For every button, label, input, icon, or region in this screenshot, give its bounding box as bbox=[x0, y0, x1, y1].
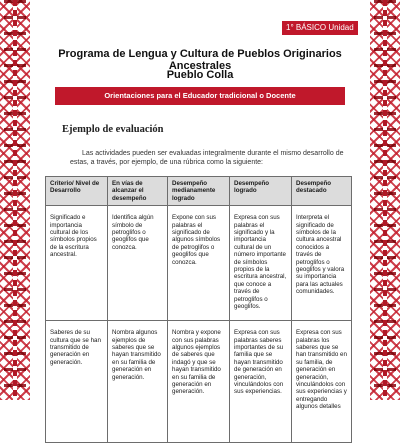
section-heading: Ejemplo de evaluación bbox=[62, 124, 164, 135]
program-title: Programa de Lengua y Cultura de Pueblos Originarios Ancestrales bbox=[58, 48, 342, 72]
decorative-border-left bbox=[0, 0, 30, 400]
rubric-cell: Nombra y expone con sus palabras algunos ejemplos de saberes que indagó y que se hayan transmitido en su familia de generación en generación. bbox=[168, 321, 230, 443]
rubric-cell: Expresa con sus palabras saberes importantes de su familia que se hayan transmitido de generación en generación, vinculándolos con sus experiencias. bbox=[230, 321, 292, 443]
people-title: Pueblo Colla bbox=[166, 69, 234, 81]
intro-paragraph: Las actividades pueden ser evaluadas integralmente durante el mismo desarrollo de estas, a través, por ejemplo, de una rúbrica como la siguiente: bbox=[70, 150, 344, 166]
unit-badge: 1° BÁSICO Unidad 4 bbox=[282, 21, 358, 35]
rubric-header-criterion: Criterio/ Nivel de Desarrollo bbox=[46, 177, 108, 206]
table-row bbox=[46, 206, 352, 321]
decorative-border-right bbox=[370, 0, 400, 400]
table-row bbox=[46, 321, 352, 443]
rubric-cell: Nombra algunos ejemplos de saberes que se hayan transmitido en su familia de generación en generación. bbox=[108, 321, 168, 443]
rubric-header-level-3: Desempeño logrado bbox=[230, 177, 292, 206]
rubric-cell: Identifica algún símbolo de petroglifos o geoglifos que conozca. bbox=[108, 206, 168, 321]
rubric-cell: Saberes de su cultura que se han transmitido de generación en generación. bbox=[46, 321, 108, 443]
rubric-table bbox=[45, 176, 352, 443]
rubric-cell: Expresa con sus palabras los saberes que se han transmitido en su familia, de generación en generación, vinculándolos con sus experiencias y entregando algunos detalles bbox=[292, 321, 352, 443]
rubric-header-row bbox=[46, 177, 352, 206]
rubric-cell: Expone con sus palabras el significado de algunos símbolos de petroglifos o geoglifos que conozca. bbox=[168, 206, 230, 321]
rubric-cell: Interpreta el significado de símbolos de la cultura ancestral conocidos a través de petroglifos o geoglifos y valora su importancia para las actuales comunidades. bbox=[292, 206, 352, 321]
rubric-cell: Significado e importancia cultural de los símbolos propios de la escritura ancestral. bbox=[46, 206, 108, 321]
rubric-header-level-2: Desempeño medianamente logrado bbox=[168, 177, 230, 206]
rubric-cell: Expresa con sus palabras el significado y la importancia cultural de un número importante de símbolos propios de la escritura ancestral, que conoce a través de petroglifos o geoglifos. bbox=[230, 206, 292, 321]
rubric-header-level-1: En vías de alcanzar el desempeño bbox=[108, 177, 168, 206]
rubric-header-level-4: Desempeño destacado bbox=[292, 177, 352, 206]
section-banner: Orientaciones para el Educador tradicional o Docente bbox=[55, 87, 345, 105]
